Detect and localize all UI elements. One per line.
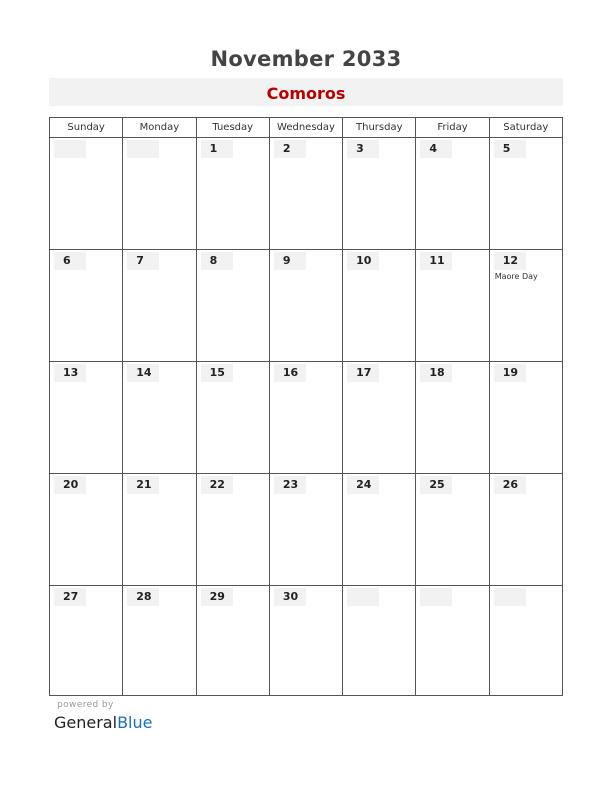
day-cell <box>270 474 343 585</box>
calendar-grid <box>49 117 563 696</box>
day-cell <box>490 138 562 249</box>
day-cell <box>197 474 270 585</box>
day-number: 25 <box>420 476 452 494</box>
day-number: 26 <box>494 476 526 494</box>
day-cell <box>416 250 489 361</box>
day-cell <box>490 362 562 473</box>
day-number: 6 <box>54 252 86 270</box>
weekday-saturday: Saturday <box>503 122 549 133</box>
country-name: Comoros <box>266 84 346 103</box>
day-cell <box>50 474 123 585</box>
week-row-3 <box>50 362 562 474</box>
day-number: 12 <box>494 252 526 270</box>
day-cell <box>343 138 416 249</box>
day-number: 20 <box>54 476 86 494</box>
day-cell <box>343 474 416 585</box>
day-number: 15 <box>201 364 233 382</box>
week-row-5 <box>50 586 562 695</box>
day-number: 24 <box>347 476 379 494</box>
day-cell <box>270 586 343 695</box>
day-number: 30 <box>274 588 306 606</box>
weekday-friday: Friday <box>416 118 489 137</box>
day-cell <box>270 250 343 361</box>
day-cell <box>416 362 489 473</box>
day-cell <box>416 138 489 249</box>
day-cell <box>343 362 416 473</box>
weekday-header-row <box>50 118 562 138</box>
day-number: 28 <box>127 588 159 606</box>
day-cell <box>416 586 489 695</box>
day-cell <box>270 362 343 473</box>
powered-by-label: powered by <box>57 700 114 710</box>
day-number: 16 <box>274 364 306 382</box>
holiday-label: Maore Day <box>494 272 538 281</box>
day-number <box>420 588 452 606</box>
logo-blue: Blue <box>117 713 153 732</box>
day-cell <box>50 362 123 473</box>
weekday-sunday: Sunday <box>50 118 123 137</box>
day-number: 17 <box>347 364 379 382</box>
day-number: 18 <box>420 364 452 382</box>
day-cell <box>197 586 270 695</box>
day-cell <box>123 474 196 585</box>
day-number: 27 <box>54 588 86 606</box>
generalblue-logo[interactable] <box>54 713 152 732</box>
week-row-4 <box>50 474 562 586</box>
day-number: 19 <box>494 364 526 382</box>
month-title: November 2033 <box>210 47 402 71</box>
day-cell <box>343 250 416 361</box>
day-cell <box>123 362 196 473</box>
day-number: 21 <box>127 476 159 494</box>
weekday-wednesday: Wednesday <box>270 118 343 137</box>
logo-general: General <box>54 713 118 732</box>
day-number <box>494 588 526 606</box>
day-number: 3 <box>347 140 379 158</box>
day-number: 13 <box>54 364 86 382</box>
day-cell <box>490 586 562 695</box>
day-cell <box>197 250 270 361</box>
day-number: 14 <box>127 364 159 382</box>
day-cell <box>197 138 270 249</box>
day-cell <box>197 362 270 473</box>
day-number <box>54 140 86 158</box>
day-number: 23 <box>274 476 306 494</box>
day-cell <box>490 250 562 361</box>
day-number: 4 <box>420 140 452 158</box>
day-number: 7 <box>127 252 159 270</box>
day-number: 1 <box>201 140 233 158</box>
day-number: 9 <box>274 252 306 270</box>
day-cell <box>123 250 196 361</box>
day-cell <box>416 474 489 585</box>
week-row-2 <box>50 250 562 362</box>
day-number <box>127 140 159 158</box>
day-cell <box>490 474 562 585</box>
day-number: 22 <box>201 476 233 494</box>
day-number: 8 <box>201 252 233 270</box>
day-number: 2 <box>274 140 306 158</box>
day-cell <box>343 586 416 695</box>
day-cell <box>50 138 123 249</box>
week-row-1 <box>50 138 562 250</box>
day-cell <box>123 138 196 249</box>
day-cell <box>50 586 123 695</box>
day-number: 10 <box>347 252 379 270</box>
day-cell <box>270 138 343 249</box>
day-number: 5 <box>494 140 526 158</box>
weekday-monday: Monday <box>123 118 196 137</box>
day-cell <box>123 586 196 695</box>
day-number <box>347 588 379 606</box>
weekday-thursday: Thursday <box>343 118 416 137</box>
day-cell <box>50 250 123 361</box>
day-number: 11 <box>420 252 452 270</box>
weekday-tuesday: Tuesday <box>197 118 270 137</box>
day-number: 29 <box>201 588 233 606</box>
